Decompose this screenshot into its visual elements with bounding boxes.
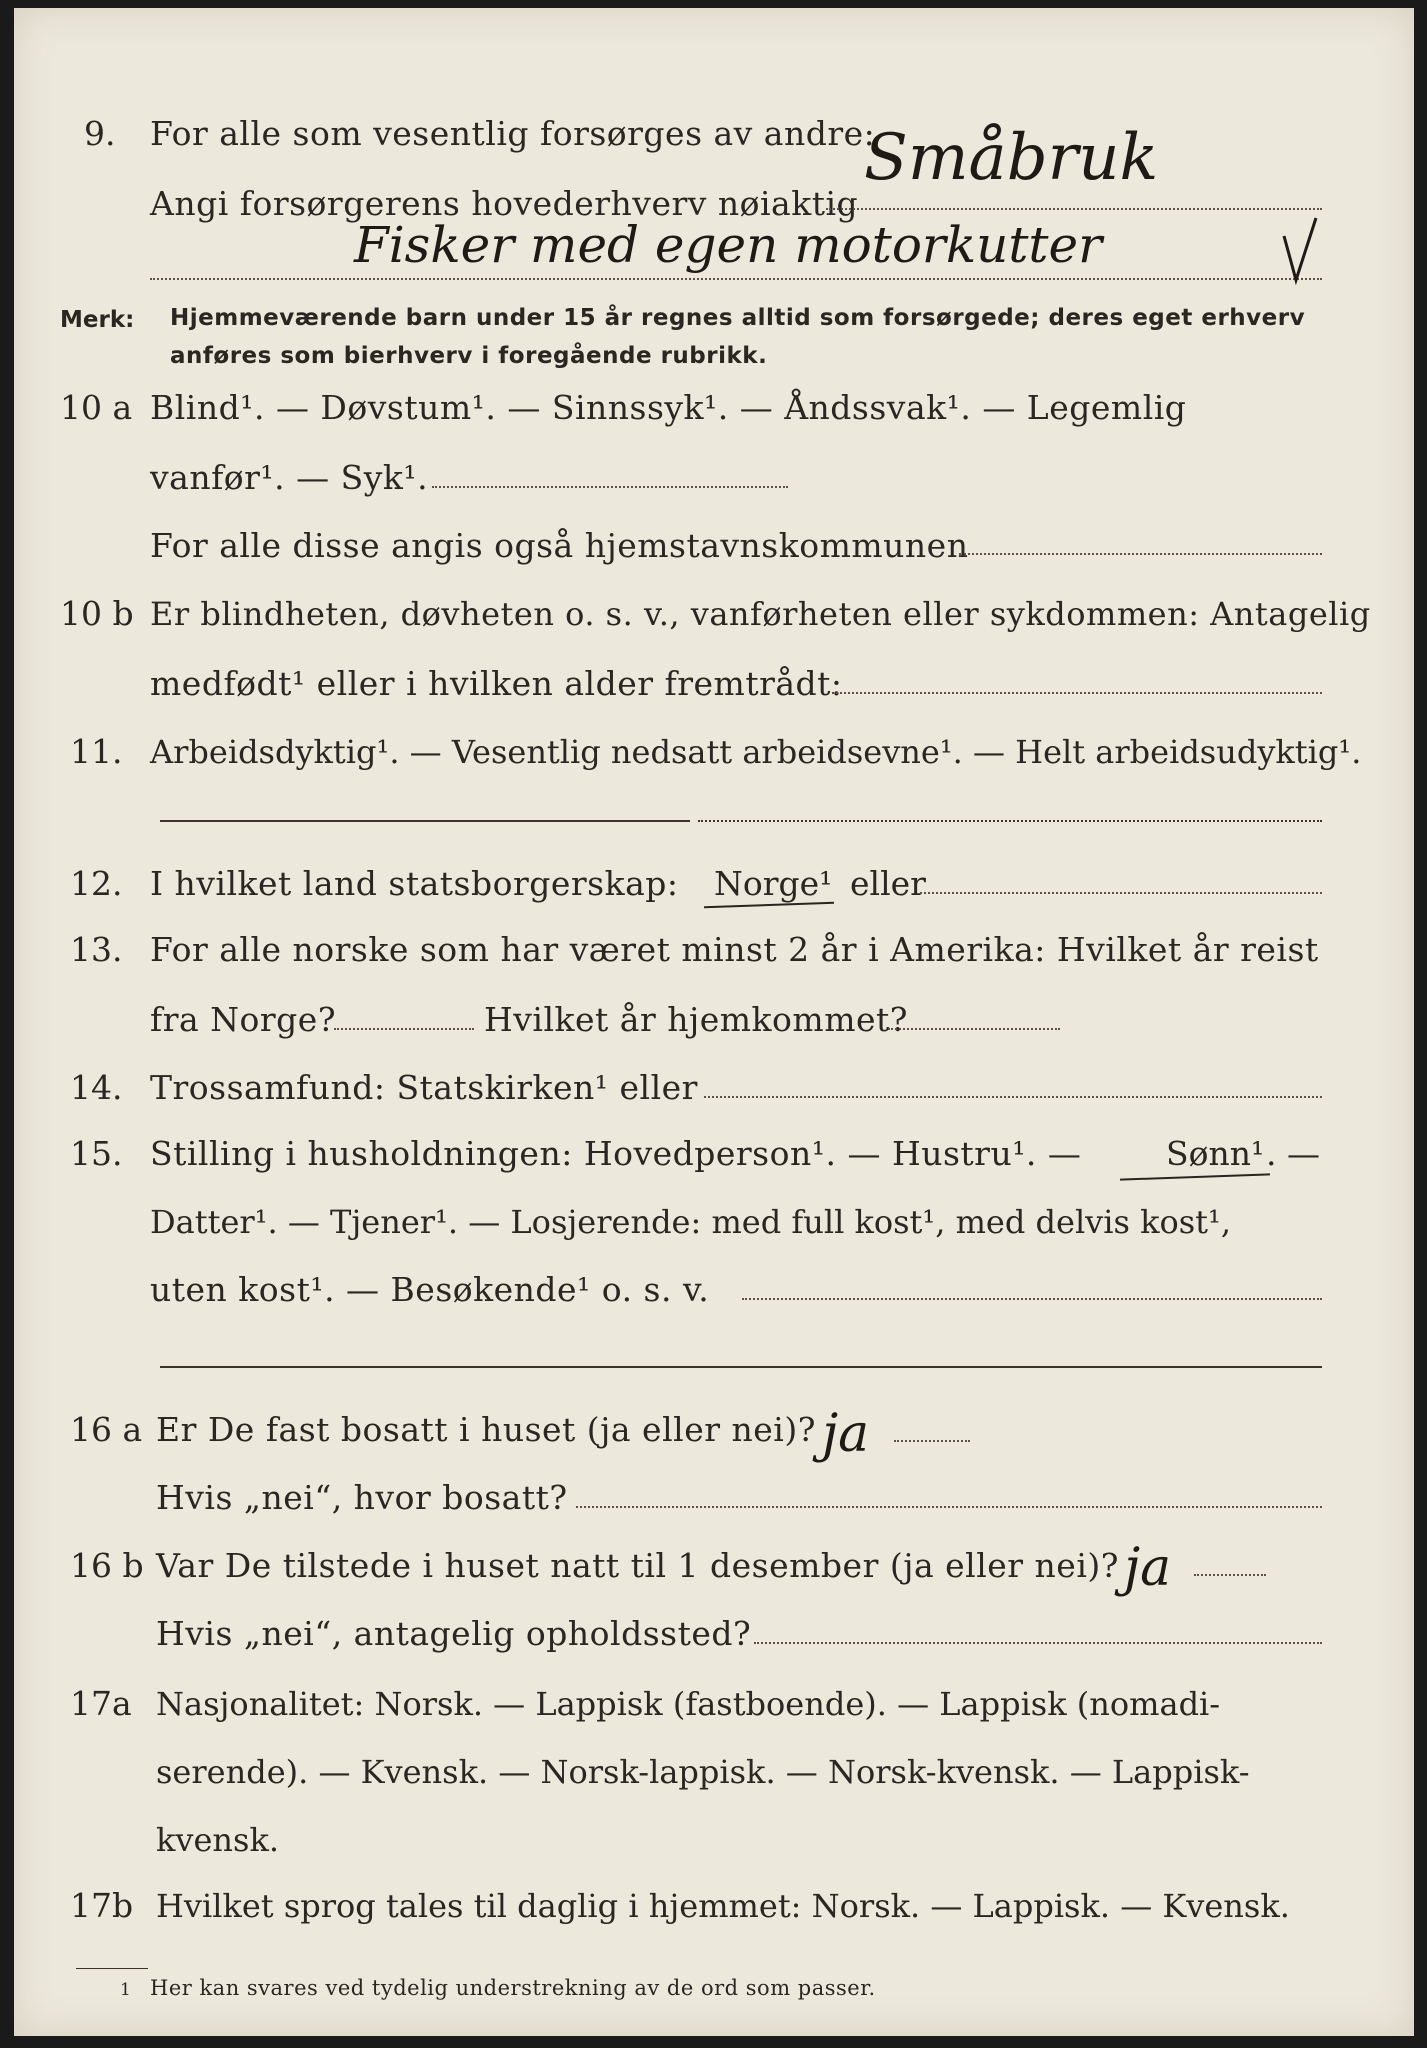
q13-line2a: fra Norge? (150, 1000, 337, 1039)
q9-fill-line2 (150, 278, 1322, 280)
q9-fill-line1 (826, 208, 1322, 210)
q17a-line1: Nasjonalitet: Norsk. — Lappisk (fastboende). — Lappisk (nomadi- (156, 1685, 1221, 1723)
q10a-number: 10 a (60, 388, 133, 427)
check-mark-icon (1280, 216, 1320, 286)
q17a-line2: serende). — Kvensk. — Norsk-lappisk. — Norsk-kvensk. — Lappisk- (156, 1753, 1250, 1791)
q12-fill-line (920, 892, 1322, 894)
q16a-number: 16 a (70, 1410, 143, 1449)
q10a-line3: For alle disse angis også hjemstavnskommunen (150, 526, 969, 565)
q9-handwritten-answer2: Fisker med egen motorkutter (354, 216, 1102, 274)
q10b-line1: Er blindheten, døvheten o. s. v., vanførheten eller sykdommen: Antagelig (150, 595, 1371, 633)
q14-number: 14. (70, 1068, 123, 1107)
q15-line1-end: . — (1266, 1134, 1320, 1173)
merk-line2: anføres som bierhverv i foregående rubrikk. (170, 343, 768, 369)
q15-fill-line (742, 1298, 1322, 1300)
q13-number: 13. (70, 930, 123, 969)
q16a-line2: Hvis „nei“, hvor bosatt? (156, 1478, 568, 1517)
q10a-line1: Blind¹. — Døvstum¹. — Sinnssyk¹. — Åndssvak¹. — Legemlig (150, 388, 1187, 427)
q13-fill-year-right (888, 1028, 1060, 1030)
q13-line1: For alle norske som har været minst 2 år i Amerika: Hvilket år reist (150, 930, 1319, 969)
q16b-fill-line1 (1194, 1574, 1266, 1576)
q16a-fill-line1 (894, 1440, 970, 1442)
q16a-fill-line2 (576, 1506, 1322, 1508)
q16b-number: 16 b (70, 1546, 144, 1585)
q12-norge: Norge¹ (714, 864, 833, 903)
q11-rule-right (698, 820, 1322, 822)
footnote-mark: 1 (120, 1980, 131, 2000)
q15-rule (160, 1366, 1322, 1368)
q10b-fill-line (832, 692, 1322, 694)
q15-sonn: Sønn¹ (1166, 1134, 1265, 1173)
q15-sonn-underline (1120, 1173, 1270, 1180)
q10a-fill-line2 (432, 486, 788, 488)
q17a-line3: kvensk. (156, 1821, 279, 1859)
q16b-line1: Var De tilstede i huset natt til 1 desember (ja eller nei)? (156, 1546, 1119, 1585)
q14-fill-line (704, 1096, 1322, 1098)
q17b-line1: Hvilket sprog tales til daglig i hjemmet: Norsk. — Lappisk. — Kvensk. (156, 1887, 1290, 1925)
q10b-number: 10 b (60, 594, 134, 633)
footnote-rule (76, 1968, 148, 1969)
q10b-line2: medfødt¹ eller i hvilken alder fremtrådt: (150, 664, 843, 703)
q15-line1: Stilling i husholdningen: Hovedperson¹. — Hustru¹. — (150, 1134, 1082, 1173)
q17b-number: 17b (70, 1886, 134, 1925)
merk-label: Merk: (60, 307, 135, 333)
q12-number: 12. (70, 864, 123, 903)
q13-line2b: Hvilket år hjemkommet? (484, 1000, 908, 1039)
q15-line2: Datter¹. — Tjener¹. — Losjerende: med full kost¹, med delvis kost¹, (150, 1203, 1232, 1241)
q16a-line1: Er De fast bosatt i huset (ja eller nei)? (156, 1410, 816, 1449)
q9-line2: Angi forsørgerens hovederhverv nøiaktig (150, 184, 859, 223)
footnote-text: Her kan svares ved tydelig understrekning av de ord som passer. (150, 1976, 876, 2000)
q16b-line2: Hvis „nei“, antagelig opholdssted? (156, 1614, 752, 1653)
q13-fill-year-left (334, 1028, 474, 1030)
q15-number: 15. (70, 1134, 123, 1173)
q17a-number: 17a (70, 1684, 132, 1723)
q11-rule-left (160, 820, 690, 822)
q10a-fill-line3 (959, 553, 1322, 555)
q12-line1: I hvilket land statsborgerskap: (150, 864, 679, 903)
census-form-page (14, 8, 1414, 2036)
q14-line1: Trossamfund: Statskirken¹ eller (150, 1068, 698, 1107)
q9-line1: For alle som vesentlig forsørges av andre: (150, 114, 876, 153)
q10a-line2: vanfør¹. — Syk¹. (150, 458, 429, 497)
q16b-handwritten-answer: ja (1124, 1538, 1172, 1598)
q16b-fill-line2 (754, 1642, 1322, 1644)
q16a-handwritten-answer: ja (822, 1404, 870, 1464)
q11-line1: Arbeidsdyktig¹. — Vesentlig nedsatt arbeidsevne¹. — Helt arbeidsudyktig¹. (150, 733, 1362, 771)
q11-number: 11. (70, 732, 123, 771)
q9-handwritten-answer1: Småbruk (864, 121, 1159, 195)
q15-line3: uten kost¹. — Besøkende¹ o. s. v. (150, 1270, 710, 1309)
merk-line1: Hjemmeværende barn under 15 år regnes alltid som forsørgede; deres eget erhverv (170, 305, 1306, 331)
q12-eller: eller (850, 864, 926, 903)
q9-number: 9. (84, 114, 116, 153)
